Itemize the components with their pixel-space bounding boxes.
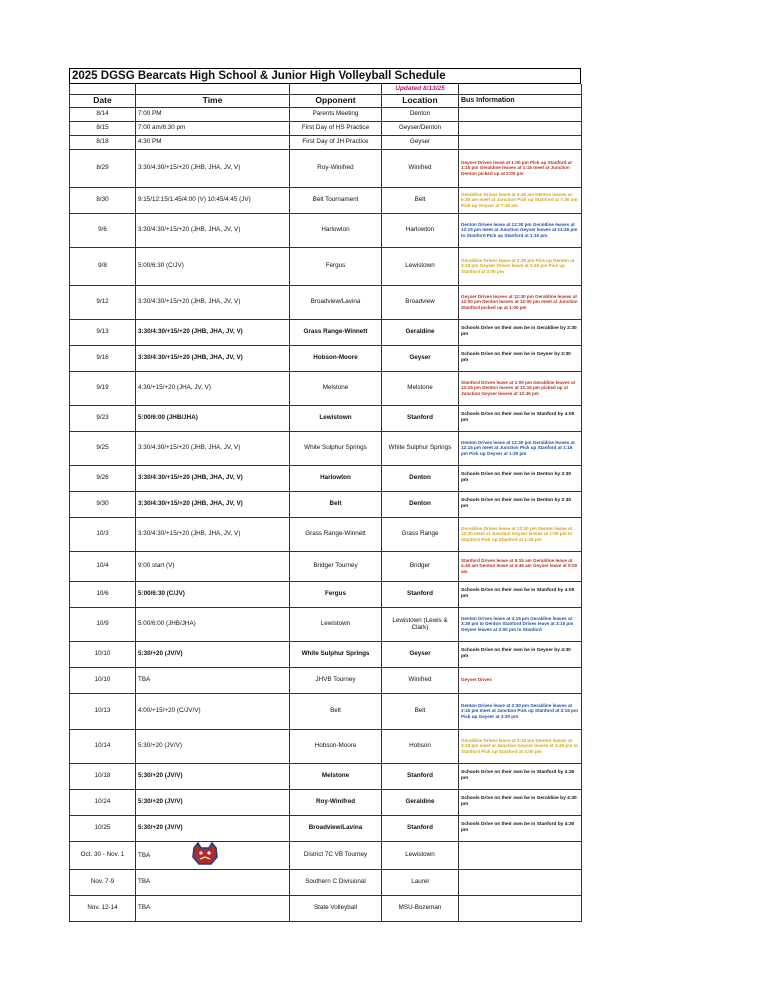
row-location: Stanford [382, 815, 459, 841]
schedule-row [70, 491, 582, 517]
row-time: 5:00/6:00 (JHB/JHA) [136, 405, 290, 431]
row-location: Geyser/Denton [382, 121, 459, 135]
row-date: 8/29 [70, 149, 136, 187]
row-opponent: Harlowton [290, 465, 382, 491]
row-opponent: Grass Range-Winnett [290, 517, 382, 551]
row-bus-info: Denton Drives leave at 12:30 pm Geraldine leaves at 12:15 pm meet at Junction Pick up Stanford at 1:15 pm Pick up Geyser at 1:30 pm [459, 431, 582, 465]
row-opponent: Belt Tournament [290, 187, 382, 213]
schedule-sheet [69, 68, 581, 922]
row-opponent: White Sulphur Springs [290, 431, 382, 465]
schedule-row [70, 551, 582, 581]
row-bus-info [459, 895, 582, 921]
row-date: 10/13 [70, 693, 136, 729]
schedule-row [70, 815, 582, 841]
header-time: Time [136, 94, 290, 107]
row-opponent: Roy-Winifred [290, 789, 382, 815]
row-date: 10/10 [70, 667, 136, 693]
row-time: TBA [136, 667, 290, 693]
row-bus-info [459, 107, 582, 121]
row-time: 5:00/6:00 (JHB/JHA) [136, 607, 290, 641]
row-time: 3:30/4:30/+15/+20 (JHB, JHA, JV, V) [136, 345, 290, 371]
row-location: Bridger [382, 551, 459, 581]
row-location: Stanford [382, 581, 459, 607]
row-time: 9:15/12:15/1:45/4:00 (V) 10:45/4:45 (JV) [136, 187, 290, 213]
row-location: Belt [382, 693, 459, 729]
row-time: 3:30/4:30/+15/+20 (JHB, JHA, JV, V) [136, 431, 290, 465]
schedule-row [70, 667, 582, 693]
schedule-row [70, 517, 582, 551]
row-location: Lewistown [382, 841, 459, 869]
row-opponent: Melstone [290, 371, 382, 405]
row-time: 5:30/+20 (JV/V) [136, 789, 290, 815]
row-opponent: White Sulphur Springs [290, 641, 382, 667]
row-location: Geyser [382, 135, 459, 149]
row-opponent: First Day of HS Practice [290, 121, 382, 135]
schedule-row [70, 121, 582, 135]
row-location: Laurel [382, 869, 459, 895]
row-location: Belt [382, 187, 459, 213]
schedule-row [70, 841, 582, 869]
row-date: 10/10 [70, 641, 136, 667]
row-bus-info: Geyser Drives leave at 1:00 pm Pick up Stanford at 1:15 pm Geraldine leaves at 1:15 meet at Junction Denton picked up at 2:00 pm [459, 149, 582, 187]
row-time: 5:00/6:30 (C/JV) [136, 247, 290, 285]
row-time: 5:30/+20 (JV/V) [136, 729, 290, 763]
row-date: 10/14 [70, 729, 136, 763]
row-opponent: Lewistown [290, 405, 382, 431]
row-date: 8/18 [70, 135, 136, 149]
schedule-row [70, 285, 582, 319]
schedule-row [70, 581, 582, 607]
row-date: 9/8 [70, 247, 136, 285]
row-bus-info: Geyser Drives [459, 667, 582, 693]
row-date: 9/6 [70, 213, 136, 247]
row-date: Oct. 30 - Nov. 1 [70, 841, 136, 869]
row-location: Hobson [382, 729, 459, 763]
row-date: 9/30 [70, 491, 136, 517]
row-date: 10/9 [70, 607, 136, 641]
header-location: Location [382, 94, 459, 107]
row-location: Geraldine [382, 789, 459, 815]
row-opponent: Belt [290, 693, 382, 729]
row-bus-info: Stanford Drives leave at 1:00 pm Geraldine leaves at 12:15 pm Denton leaves at 12:15 pm picked up at Junction Geyser leaves at 12:45 pm [459, 371, 582, 405]
row-date: Nov. 12-14 [70, 895, 136, 921]
row-bus-info: Schools Drive on their own be in Geraldine by 4:30 pm [459, 789, 582, 815]
schedule-row [70, 345, 582, 371]
row-bus-info: Schools Drive on their own be in Geyser by 4:30 pm [459, 641, 582, 667]
row-time: 5:00/6:30 (C/JV) [136, 581, 290, 607]
row-location: Geyser [382, 641, 459, 667]
row-time: 4:30 PM [136, 135, 290, 149]
row-time: 7:00 PM [136, 107, 290, 121]
row-opponent: First Day of JH Practice [290, 135, 382, 149]
row-time: 7:00 am/6:30 pm [136, 121, 290, 135]
row-date: 10/3 [70, 517, 136, 551]
row-bus-info [459, 135, 582, 149]
row-location: Lewistown (Lewis & Clark) [382, 607, 459, 641]
row-opponent: Parents Meeting [290, 107, 382, 121]
row-date: 10/6 [70, 581, 136, 607]
row-time: 4:00/+15/+20 (C/JV/V) [136, 693, 290, 729]
row-date: 8/14 [70, 107, 136, 121]
row-date: 9/26 [70, 465, 136, 491]
row-time: 3:30/4:30/+15/+20 (JHB, JHA, JV, V) [136, 465, 290, 491]
row-date: 9/25 [70, 431, 136, 465]
row-bus-info: Schools Drive on their own be in Geyser by 2:30 pm [459, 345, 582, 371]
row-time: 5:30/+20 (JV/V) [136, 763, 290, 789]
schedule-row [70, 789, 582, 815]
schedule-row [70, 247, 582, 285]
schedule-row [70, 465, 582, 491]
row-opponent: Bridger Tourney [290, 551, 382, 581]
header-row [70, 94, 582, 107]
row-location: White Sulphur Springs [382, 431, 459, 465]
row-time: 3:30/4:30/+15/+20 (JHB, JHA, JV, V) [136, 517, 290, 551]
schedule-row [70, 431, 582, 465]
row-time: 9:00 start (V) [136, 551, 290, 581]
row-bus-info: Stanford Drives leave at 5:15 am Geraldine leave at 4:45 am Denton leave at 4:45 am Geyser leave at 5:00 am [459, 551, 582, 581]
row-bus-info: Geyser Drives leaves at 12:30 pm Geraldine leaves at 12:00 pm Denton leaves at 12:00 pm meet at Junction Stanford picked up at 1:00 pm [459, 285, 582, 319]
row-opponent: Harlowton [290, 213, 382, 247]
schedule-row [70, 405, 582, 431]
schedule-row [70, 107, 582, 121]
row-time: 3:30/4:30/+15/+20 (JHB, JHA, JV, V) [136, 319, 290, 345]
row-opponent: State Volleyball [290, 895, 382, 921]
updated-row [70, 84, 582, 94]
row-opponent: Southern C Divisional [290, 869, 382, 895]
row-bus-info: Denton Drives leave at 4:15 pm Geraldine leaves at 3:30 pm to Denton Stanford Drives leave at 3:15 pm Geyser leaves at 3:00 pm to Stanford [459, 607, 582, 641]
row-bus-info: Schools Drive on their own be in Stanford by 4:30 pm [459, 815, 582, 841]
row-opponent: Hobson-Moore [290, 729, 382, 763]
row-location: Denton [382, 491, 459, 517]
row-location: Geyser [382, 345, 459, 371]
row-bus-info: Denton Drives leave at 2:30 pm Geraldine leaves at 2:15 pm meet at Junction Pick up Stanford at 3:15 pm Pick up Geyser at 3:30 pm [459, 693, 582, 729]
row-date: 8/15 [70, 121, 136, 135]
row-location: MSU-Bozeman [382, 895, 459, 921]
header-bus: Bus Information [459, 94, 582, 107]
row-opponent: Hobson-Moore [290, 345, 382, 371]
row-opponent: Lewistown [290, 607, 382, 641]
row-bus-info [459, 841, 582, 869]
row-date: 9/13 [70, 319, 136, 345]
row-bus-info: Geraldine Drives leave at 12:30 pm Denton leave at 12:30 meet at Junction Geyser leaves at 1:00 pm to Stanford Pick up Stanford at 1:15 pm [459, 517, 582, 551]
updated-label: Updated 8/13/25 [382, 84, 459, 94]
row-location: Harlowton [382, 213, 459, 247]
row-location: Denton [382, 465, 459, 491]
schedule-table [69, 84, 582, 922]
row-bus-info: Schools Drive on their own be in Denton by 2:30 pm [459, 491, 582, 517]
schedule-row [70, 149, 582, 187]
schedule-row [70, 187, 582, 213]
row-time: 5:30/+20 (JV/V) [136, 815, 290, 841]
row-bus-info: Schools Drive on their own be in Geraldine by 2:30 pm [459, 319, 582, 345]
row-location: Grass Range [382, 517, 459, 551]
row-bus-info: Schools Drive on their own be in Stanford by 4:00 pm [459, 405, 582, 431]
row-location: Broadview [382, 285, 459, 319]
header-opponent: Opponent [290, 94, 382, 107]
row-date: 9/16 [70, 345, 136, 371]
row-bus-info: Geraldine Drives leave at 3:15 pm Denton leaves at 3:15 pm meet at Junction Geyser leaves at 3:45 pm to Stanford Pick up Stanford at 4:00 pm [459, 729, 582, 763]
row-time: 4:30/+15/+20 (JHA, JV, V) [136, 371, 290, 405]
row-date: 10/4 [70, 551, 136, 581]
row-date: 9/12 [70, 285, 136, 319]
row-date: 10/25 [70, 815, 136, 841]
row-date: Nov. 7-9 [70, 869, 136, 895]
row-time: TBA [136, 895, 290, 921]
row-time: TBA [136, 841, 290, 869]
row-opponent: Belt [290, 491, 382, 517]
row-date: 9/19 [70, 371, 136, 405]
row-time: 5:30/+20 (JV/V) [136, 641, 290, 667]
row-bus-info: Geraldine Drives leave at 2:30 pm Pick up Denton at 3:15 pm Geyser Drives leave at 2:45 pm Pick up Stanford at 3:00 pm [459, 247, 582, 285]
schedule-row [70, 371, 582, 405]
row-location: Geraldine [382, 319, 459, 345]
row-opponent: Roy-Winifred [290, 149, 382, 187]
row-bus-info: Denton Drives leave at 12:30 pm Geraldine leaves at 12:15 pm meet at Junction Geyser leaves at 12:45 pm to Stanford Pick up Stanford at 1:15 pm [459, 213, 582, 247]
schedule-row [70, 213, 582, 247]
row-date: 9/23 [70, 405, 136, 431]
row-location: Melstone [382, 371, 459, 405]
row-time: 3:30/4:30/+15/+20 (JHB, JHA, JV, V) [136, 149, 290, 187]
page-title: 2025 DGSG Bearcats High School & Junior High Volleyball Schedule [69, 68, 581, 84]
bearcat-mascot-icon [190, 842, 220, 868]
row-bus-info: Schools Drive on their own be in Denton by 2:30 pm [459, 465, 582, 491]
row-time: 3:30/4:30/+15/+20 (JHB, JHA, JV, V) [136, 213, 290, 247]
row-opponent: Broadview/Lavina [290, 815, 382, 841]
schedule-row [70, 763, 582, 789]
schedule-row [70, 135, 582, 149]
row-location: Stanford [382, 405, 459, 431]
row-date: 8/30 [70, 187, 136, 213]
row-opponent: Fergus [290, 247, 382, 285]
schedule-row [70, 607, 582, 641]
row-time: 3:30/4:30/+15/+20 (JHB, JHA, JV, V) [136, 491, 290, 517]
row-time: 3:30/4:30/+15/+20 (JHB, JHA, JV, V) [136, 285, 290, 319]
row-opponent: Melstone [290, 763, 382, 789]
row-bus-info [459, 869, 582, 895]
row-opponent: Broadview/Lavina [290, 285, 382, 319]
row-date: 10/24 [70, 789, 136, 815]
header-date: Date [70, 94, 136, 107]
schedule-row [70, 895, 582, 921]
row-date: 10/18 [70, 763, 136, 789]
row-bus-info: Schools Drive on their own be in Stanford by 4:00 pm [459, 581, 582, 607]
row-opponent: Fergus [290, 581, 382, 607]
row-location: Stanford [382, 763, 459, 789]
row-location: Winifred [382, 667, 459, 693]
row-location: Winifred [382, 149, 459, 187]
schedule-row [70, 693, 582, 729]
row-opponent: JHVB Tourney [290, 667, 382, 693]
row-opponent: District 7C VB Tourney [290, 841, 382, 869]
row-bus-info: Schools Drive on their own be in Stanford by 4:30 pm [459, 763, 582, 789]
schedule-row [70, 319, 582, 345]
schedule-row [70, 869, 582, 895]
row-opponent: Grass Range-Winnett [290, 319, 382, 345]
row-location: Lewistown [382, 247, 459, 285]
row-bus-info [459, 121, 582, 135]
schedule-row [70, 641, 582, 667]
row-bus-info: Geraldine Drives leave at 6:45 am Denton leaves at 6:30 am meet at Junction Pick up Stanford at 7:30 am Pick up Geyser at 7:45 am [459, 187, 582, 213]
row-location: Denton [382, 107, 459, 121]
row-time: TBA [136, 869, 290, 895]
schedule-row [70, 729, 582, 763]
